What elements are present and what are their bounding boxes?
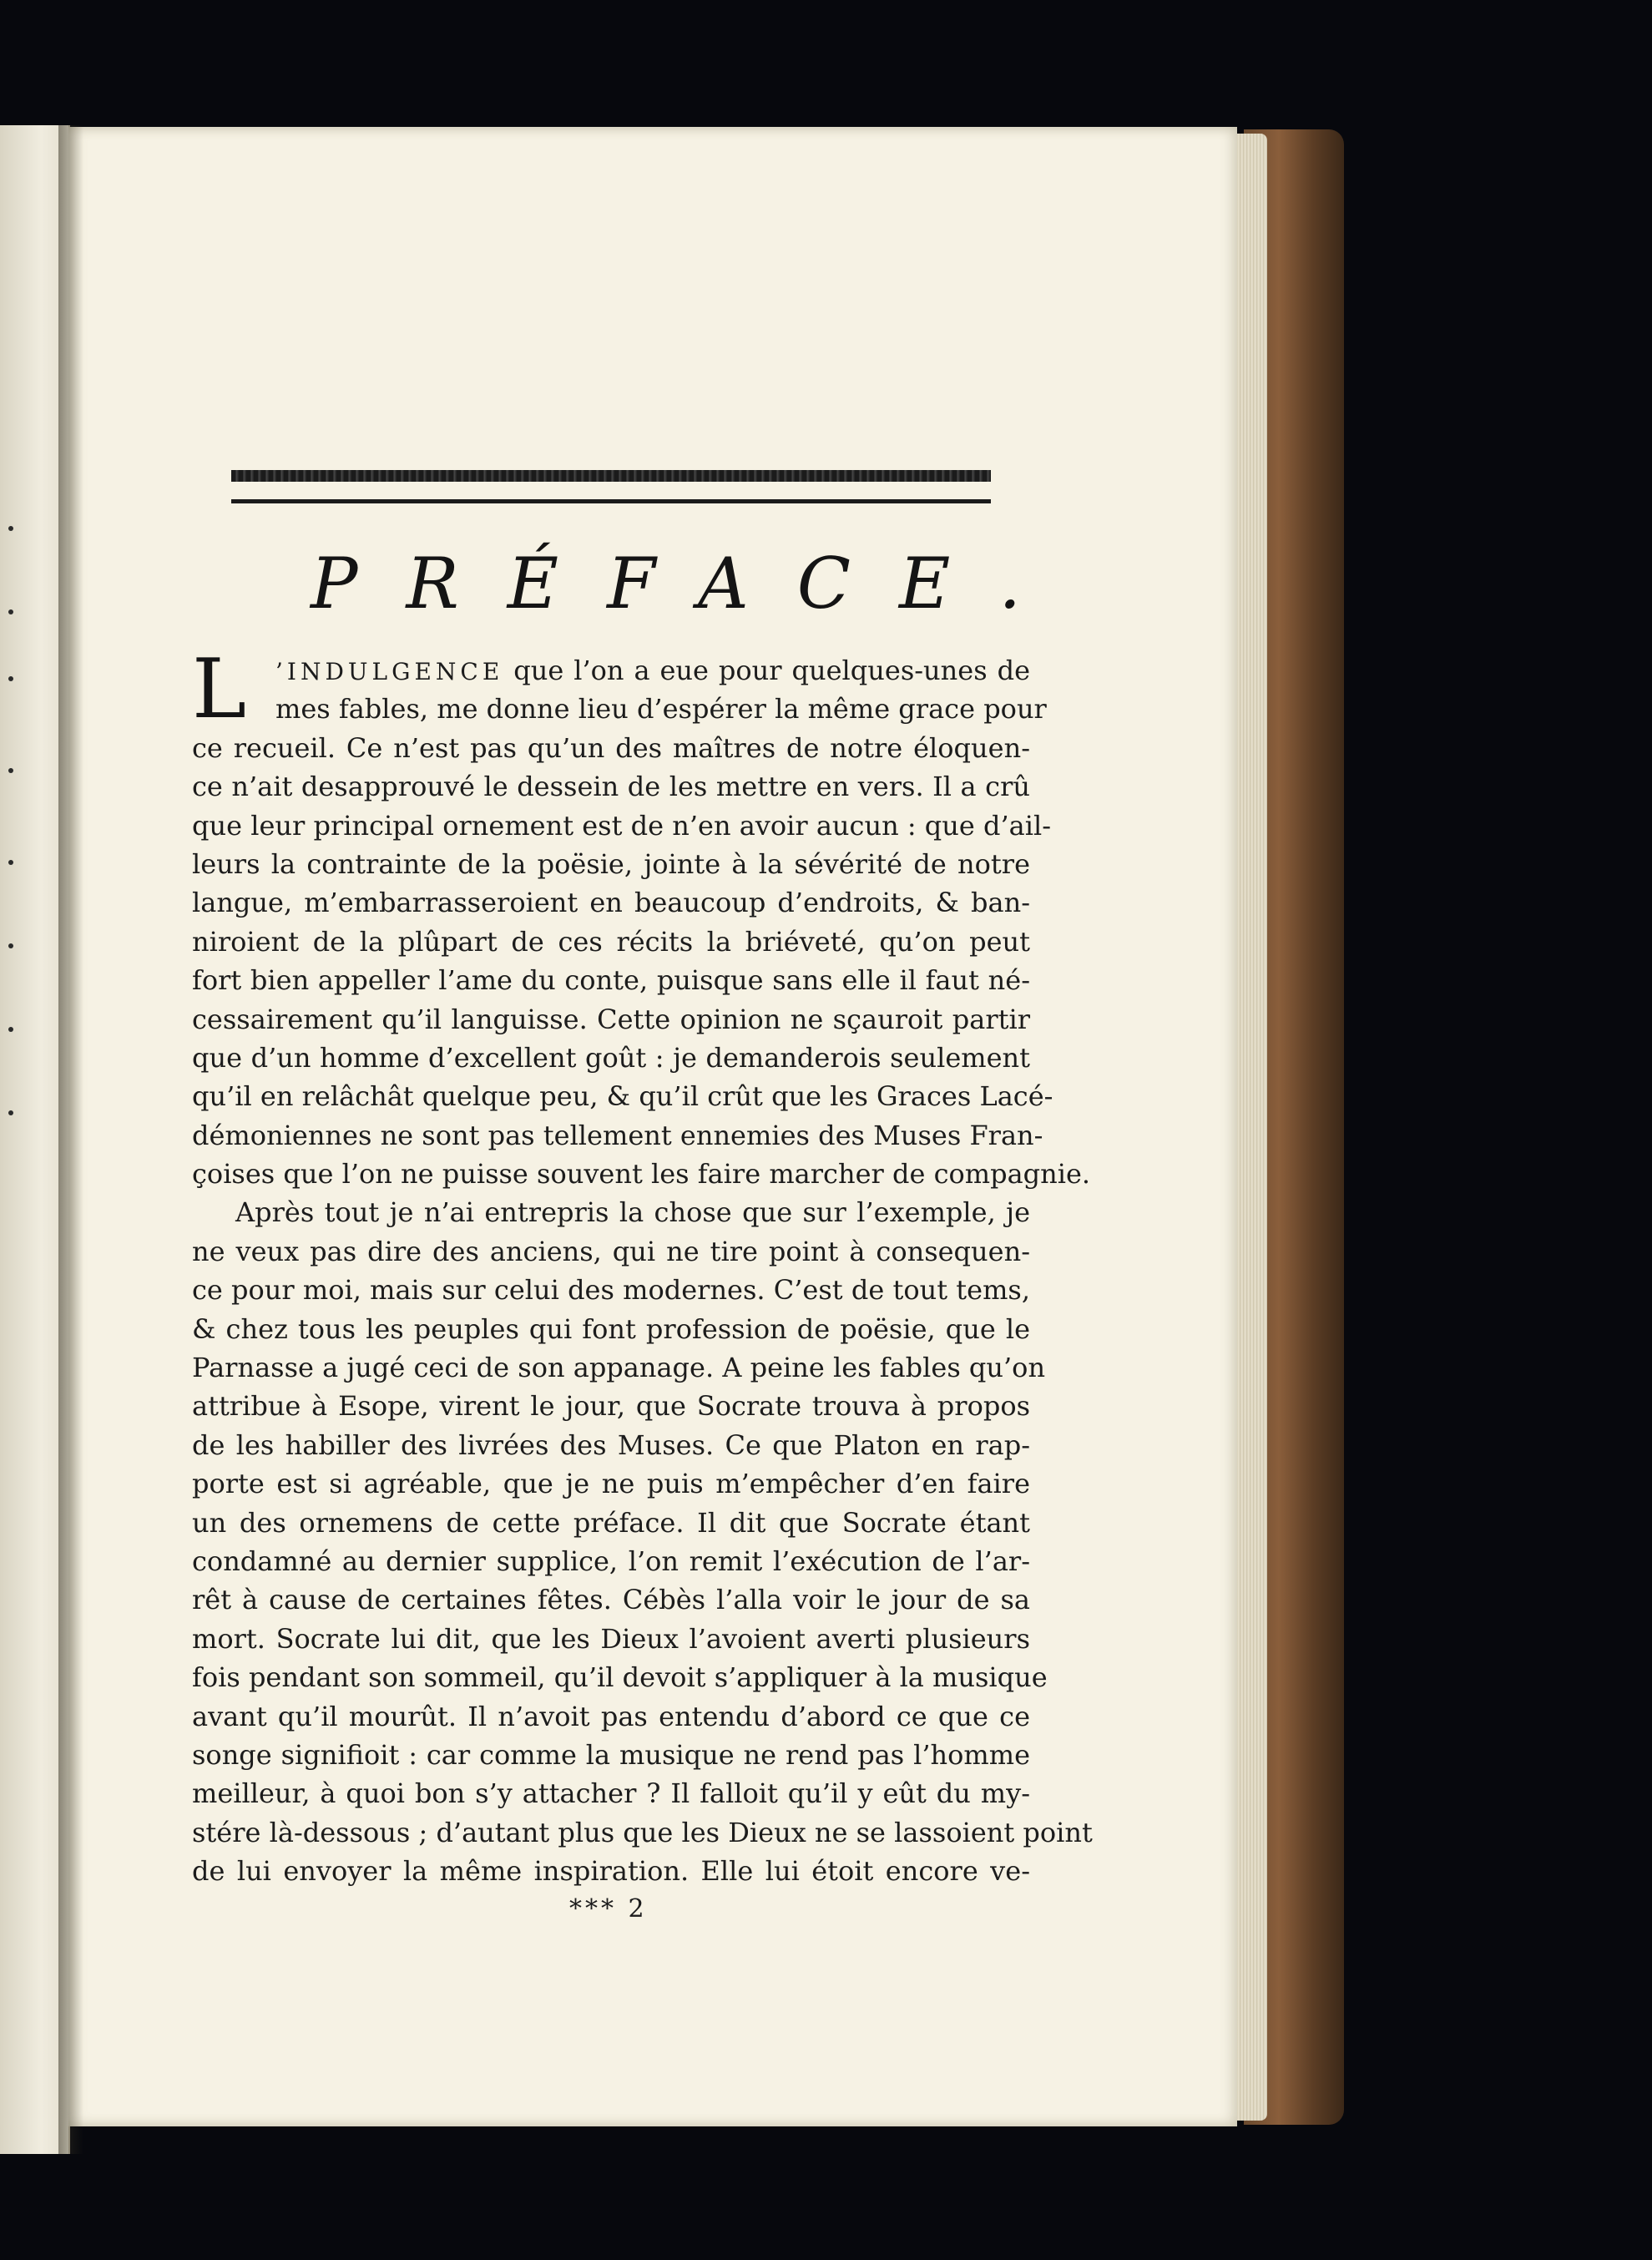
text-line: un des ornemens de cette préface. Il dit que Socrate étant bbox=[192, 1506, 1030, 1539]
text-line: Parnasse a jugé ceci de son appanage. A peine les fables qu’on bbox=[192, 1352, 1046, 1384]
text-line: çoises que l’on ne puisse souvent les faire marcher de compagnie. bbox=[192, 1158, 1091, 1191]
text-line: fort bien appeller l’ame du conte, puisque sans elle il faut né- bbox=[192, 964, 1030, 997]
page-title: PRÉFACE. bbox=[311, 543, 1070, 624]
text-line: qu’il en relâchât quelque peu, & qu’il crût que les Graces Lacé- bbox=[192, 1080, 1053, 1113]
text-line: ce pour moi, mais sur celui des modernes. C’est de tout tems, bbox=[192, 1274, 1030, 1307]
lead-smallcaps: ’INDULGENCE bbox=[275, 658, 504, 685]
signature-mark: *** 2 bbox=[569, 1894, 648, 1924]
text-line: & chez tous les peuples qui font profession de poësie, que le bbox=[192, 1312, 1030, 1345]
text-line: mort. Socrate lui dit, que les Dieux l’avoient averti plusieurs bbox=[192, 1622, 1030, 1655]
text-line: mes fables, me donne lieu d’espérer la même grace pour bbox=[275, 693, 1047, 726]
text-line: cessairement qu’il languisse. Cette opinion ne sçauroit partir bbox=[192, 1003, 1030, 1035]
text-line: de les habiller des livrées des Muses. Ce que Platon en rap- bbox=[192, 1428, 1030, 1461]
text-line: langue, m’embarrasseroient en beaucoup d’endroits, & ban- bbox=[192, 887, 1030, 919]
text-line: avant qu’il mourût. Il n’avoit pas entendu d’abord ce que ce bbox=[192, 1700, 1030, 1732]
text-line: que leur principal ornement est de n’en avoir aucun : que d’ail- bbox=[192, 809, 1052, 842]
text-line: de lui envoyer la même inspiration. Elle lui étoit encore ve- bbox=[192, 1855, 1030, 1888]
text-line: démoniennes ne sont pas tellement ennemies des Muses Fran- bbox=[192, 1119, 1043, 1151]
rule-line bbox=[231, 499, 991, 503]
left-page-marks bbox=[8, 526, 25, 1194]
text-line: ce recueil. Ce n’est pas qu’un des maîtres de notre éloquen- bbox=[192, 731, 1030, 764]
line-text: que l’on a eue pour quelques-unes de bbox=[503, 655, 1030, 686]
body-text bbox=[192, 642, 1093, 1891]
text-line: que d’un homme d’excellent goût : je demanderois seulement bbox=[192, 1041, 1030, 1074]
gutter-shadow bbox=[58, 125, 83, 2154]
text-line: ne veux pas dire des anciens, qui ne tire point à consequen- bbox=[192, 1235, 1030, 1267]
text-line: attribue à Esope, virent le jour, que Socrate trouva à propos bbox=[192, 1390, 1030, 1423]
text-line: leurs la contrainte de la poësie, jointe à la sévérité de notre bbox=[192, 847, 1030, 880]
text-line: Après tout je n’ai entrepris la chose que sur l’exemple, je bbox=[235, 1196, 1030, 1229]
text-line: ce n’ait desapprouvé le dessein de les mettre en vers. Il a crû bbox=[192, 771, 1030, 803]
text-line: rêt à cause de certaines fêtes. Cébès l’alla voir le jour de sa bbox=[192, 1584, 1030, 1616]
drop-cap: L bbox=[192, 642, 247, 737]
text-line: condamné au dernier supplice, l’on remit l’exécution de l’ar- bbox=[192, 1545, 1030, 1577]
text-line: stére là-dessous ; d’autant plus que les Dieux ne se lassoient point bbox=[192, 1816, 1093, 1848]
text-line: fois pendant son sommeil, qu’il devoit s’appliquer à la musique bbox=[192, 1661, 1048, 1694]
text-line: porte est si agréable, que je ne puis m’empêcher d’en faire bbox=[192, 1468, 1030, 1500]
text-line: niroient de la plûpart de ces récits la briéveté, qu’on peut bbox=[192, 925, 1030, 958]
ornamental-rule bbox=[231, 470, 991, 482]
text-line: songe signifioit : car comme la musique ne rend pas l’homme bbox=[192, 1738, 1030, 1771]
text-line bbox=[192, 651, 1030, 690]
book-page bbox=[68, 127, 1237, 2126]
text-line: meilleur, à quoi bon s’y attacher ? Il falloit qu’il y eût du my- bbox=[192, 1777, 1030, 1810]
